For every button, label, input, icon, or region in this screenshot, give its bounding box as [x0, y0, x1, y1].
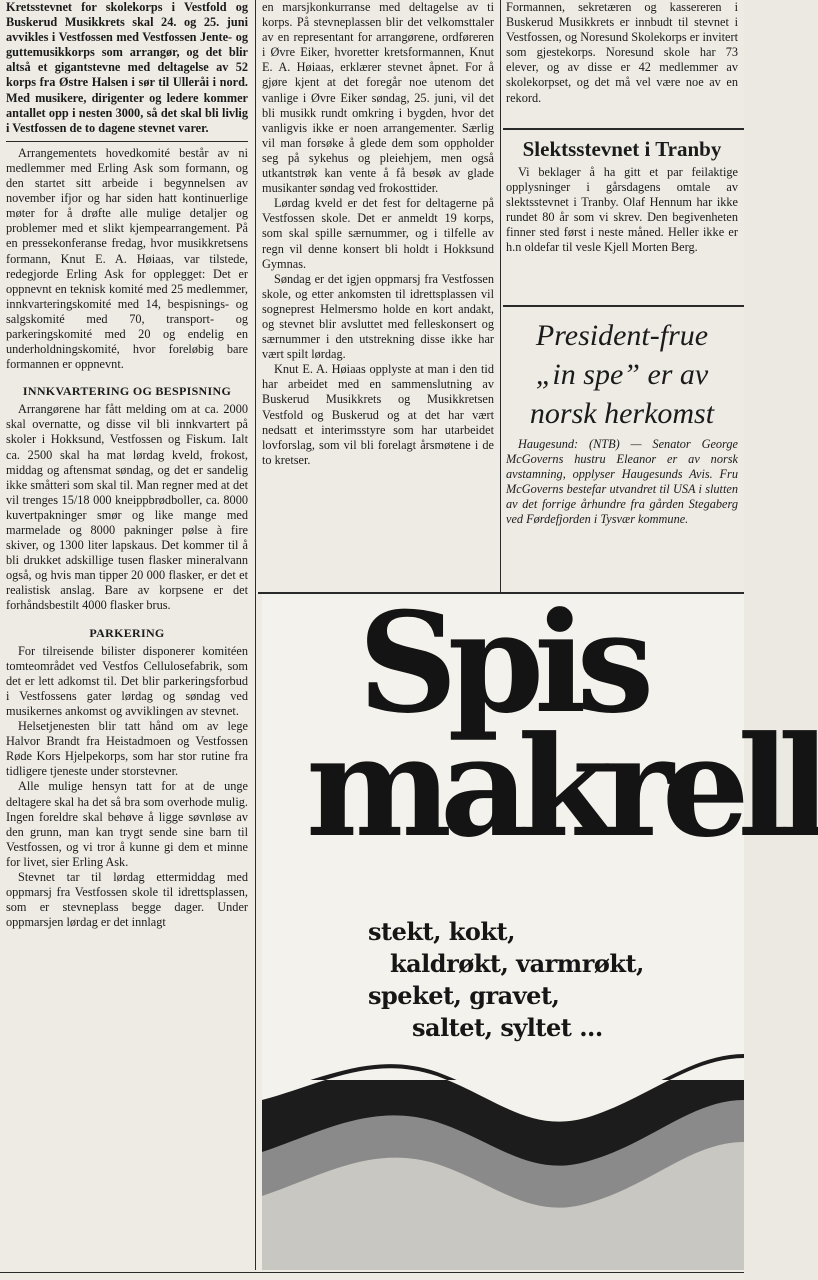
slekt-body: Vi beklager å ha gitt et par feilaktige opplysninger i gårsdagens omtale av slektsstevnet i Tranby. Olaf Hennum har ikke rundet 80 år som vi skrev. Den begivenheten finner sted først i neste måned. Heller ikke er h.n oldefar til vesle Kjell Morten Berg. [506, 165, 738, 255]
slekt-headline: Slektsstevnet i Tranby [522, 137, 722, 161]
column-rule-2 [500, 0, 501, 594]
divider-slekt [503, 128, 744, 130]
president-headline-line: norsk herkomst [529, 397, 715, 430]
article-paragraph: For tilreisende bilister disponerer komitéen tomteområdet ved Vestfos Cellulosefabrik, som det er lett adkomst til. Det blir parkeringsforbud i Vestfossens gater lørdag og søndag ved musikernes ankomst og avviklingen av stevnet. [6, 643, 248, 718]
main-article-column-2 [262, 0, 494, 590]
article-paragraph: Helsetjenesten blir tatt hånd om av lege Halvor Brandt fra Heistadmoen og Vestfossen Røde Kors Hjelpekorps, som har stor rutine fra tidligere tjeneste under storstevner. [6, 719, 248, 779]
ad-line: kaldrøkt, varmrøkt, [390, 949, 644, 978]
article-paragraph: en marsjkonkurranse med deltagelse av ti korps. På stevneplassen blir det velkomsttaler av en representant for arrangørene, ordføreren i Øvre Eiker, hvoretter kretsformannen, Knut E. A. Høiaas, erklærer stevnet åpnet. For å gjøre kjent at det foregår noe utenom det vanlige i Øvre Eiker søndag, 25. juni, vil det bli musikk rundt omkring i bygden, hvor det vanligvis ikke er noen arrangementer. Særlig vil man forsøke å glede dem som oppholder seg på sykehus og pleiehjem, men også utkantstrøk kan vente å få besøk av glade musikanter søndag ved frokosttider. [262, 0, 494, 196]
article-lead: Kretsstevnet for skolekorps i Vestfold og Buskerud Musikkrets skal 24. og 25. juni avvikles i Vestfossen med Vestfossen Jente- og guttemusikkorps som arrangør, og det blir altså et gigantstevne med deltagelse av 52 korps fra Østre Halsen i sør til Ulleråi i nord. Med musikere, dirigenter og ledere kommer antallet opp i nesten 3000, så det skal bli livlig i Vestfossen de to dagene stevnet varer. [6, 0, 248, 135]
bottom-rule [0, 1272, 744, 1273]
main-article-column-3 [506, 0, 738, 126]
column-rule-1 [255, 0, 256, 1270]
main-article-column-1 [6, 0, 248, 1270]
lead-divider [6, 141, 248, 142]
divider-president [503, 305, 744, 307]
president-headline [506, 308, 738, 437]
article-paragraph: Søndag er det igjen oppmarsj fra Vestfossen skole, og etter ankomsten til idrettsplassen vil sogneprest Helmersmo holde en kort andakt, og stevnet blir avsluttet med felleskonsert og særnummer i den utstrekning disse ikke har vært spilt lørdag. [262, 271, 494, 362]
ad-headline-spis: Spis [358, 581, 645, 744]
article-paragraph: Lørdag kveld er det fest for deltagerne på Vestfossen skole. Det er anmeldt 19 korps, som skal spille særnummer, og i tilfelle av regn vil denne konsert bli holdt i Hokksund Gymnas. [262, 196, 494, 271]
article-paragraph: Arrangementets hovedkomité består av ni medlemmer med Erling Ask som formann, og den startet sitt arbeide i begynnelsen av november ifjor og har siden hatt kontinuerlige møter for å drøfte alle mulige detaljer og problemer med et slikt kjempearrangement. På en pressekonferanse fredag, hvor musikkretsens formann, Knut E. A. Høiaas, var tilstede, redegjorde Erling Ask for opplegget: Det er oppnevnt en teknisk komité med 25 medlemmer, innkvarteringskomité med 14, bespisnings- og salgskomité med 70, transport- og parkeringskomité med 20 og endelig en underholdningskomité, hvor foreløbig bare formannen er oppnevnt. [6, 145, 248, 372]
ad-line: speket, gravet, [368, 981, 560, 1010]
president-headline-line: President-frue [535, 319, 709, 352]
slekt-article [506, 131, 738, 303]
president-body: Haugesund: (NTB) — Senator George McGoverns hustru Eleanor er av norsk avstamning, opplyser Haugesunds Avis. Fru McGoverns bestefar utvandret til USA i slutten av det forrige århundre fra gården Stegaberg ved Førdefjorden i Tysvær kommune. [506, 437, 738, 527]
article-paragraph: Stevnet tar til lørdag ettermiddag med oppmarsj fra Vestfossen skole til idrettsplassen, som er stevneplass begge dager. Under oppmarsjen lørdag er det innlagt [6, 869, 248, 930]
article-paragraph: Alle mulige hensyn tatt for at de unge deltagere skal ha det så bra som overhode mulig. Ingen foreldre skal behøve å ligge søvnløse av den grunn, man kan trygt sende sine barn til Vestfossen, og vi tror å kunne gi dem et minne for livet, sier Erling Ask. [6, 779, 248, 869]
ad-line: saltet, syltet ... [412, 1013, 603, 1042]
subhead-innkvartering: INNKVARTERING OG BESPISNING [22, 384, 232, 399]
makrell-advertisement [262, 581, 818, 1270]
president-headline-line: „in spe” er av [535, 358, 709, 391]
ad-line: stekt, kokt, [368, 917, 515, 946]
article-paragraph: Arrangørene har fått melding om at ca. 2000 skal overnatte, og disse vil bli innkvartert på skoler i Hokksund, Vestfossen og Fiskum. Ialt ca. 2500 skal ha mat lørdag kveld, frokost, middag og aftensmat søndag, og det er sandelig ikke småtteri som skal til. Man regner med at det vil trenges 15/18 000 kneippbrødboller, ca. 8000 kuvertpakninger smør og like mange med marmelade og 8000 pakninger pølse à fire skiver, og 1300 liter lapskaus. Det kommer til å bli drukket adskillige tusen flasker mineralvann også, og hvis man tipper 20 000 flasker, er det et realistisk anslag. Bare av korpsene er det forhåndsbestilt 4000 flasker brus. [6, 402, 248, 613]
president-article [506, 308, 738, 592]
article-paragraph: Knut E. A. Høiaas opplyste at man i den tid har arbeidet med en sammenslutning av Buskerud Musikkrets og Musikkretsen Vestfold og Buskerud og at det har vært nedsatt et interimsstyre som har utarbeidet lovforslag, som vil bli forelagt årsmøtene i de to kretser. [262, 362, 494, 467]
subhead-parkering: PARKERING [89, 625, 165, 640]
article-paragraph: Formannen, sekretæren og kassereren i Buskerud Musikkrets er innbudt til stevnet i Vestfossen, og Noresund Skolekorps er invitert som gjestekorps. Noresund skole har 73 elever, og av disse er 42 medlemmer av skolekorpset, og det må vel være noe av en rekord. [506, 0, 738, 105]
ad-wave-graphic [262, 1080, 744, 1270]
ad-headline-makrell: makrell [306, 705, 818, 868]
